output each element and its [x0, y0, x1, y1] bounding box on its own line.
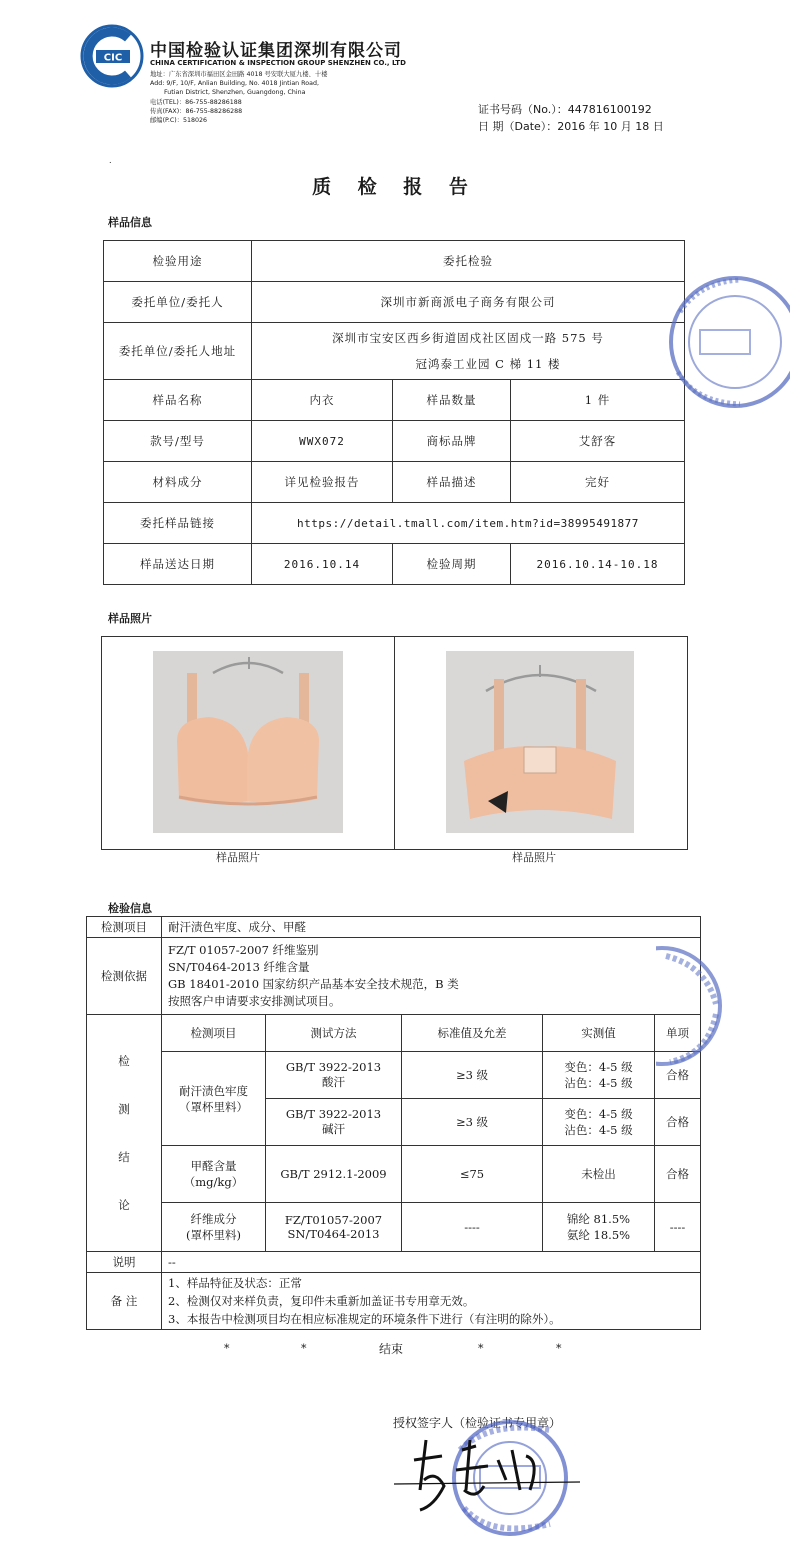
address-en-1: Add: 9/F, 10/F, Anlian Building, No. 4018 Jintian Road,	[150, 80, 319, 87]
inspection-stamp-icon	[660, 272, 790, 412]
cic-logo	[80, 24, 144, 88]
method-name: GB/T 3922-2013	[285, 1107, 382, 1121]
measured-value: 氨纶 18.5%	[566, 1228, 631, 1242]
address-label: 委托单位/委托人地址	[104, 323, 252, 380]
table-row	[87, 1252, 701, 1273]
material-label: 材料成分	[104, 462, 252, 503]
result-char: 检	[118, 1054, 130, 1068]
table-row	[104, 380, 685, 421]
photo-caption-1: 样品照片	[216, 851, 260, 864]
table-row	[104, 421, 685, 462]
result-char: 结	[118, 1150, 130, 1164]
purpose-label: 检验用途	[104, 241, 252, 282]
item-name: 耐汗渍色牢度	[179, 1083, 248, 1098]
measured-cell	[543, 1203, 655, 1252]
result-char: 测	[118, 1102, 130, 1116]
table-row	[104, 462, 685, 503]
method-cell	[266, 1099, 402, 1146]
measured-value: 变色：4-5 级	[564, 1060, 633, 1074]
bra-front-photo	[153, 651, 343, 833]
result-label	[87, 1015, 162, 1252]
end-text: 结束	[379, 1342, 404, 1356]
verdict-cell: 合格	[655, 1099, 701, 1146]
inspection-heading: 检验信息	[108, 902, 152, 915]
measured-value: 变色：4-5 级	[564, 1107, 633, 1121]
item-cell	[162, 1146, 266, 1203]
org-name-en: CHINA CERTIFICATION & INSPECTION GROUP SHENZHEN CO., LTD	[150, 59, 406, 67]
material-value: 详见检验报告	[252, 462, 393, 503]
sample-info-heading: 样品信息	[108, 216, 152, 229]
col-standard: 标准值及允差	[402, 1015, 543, 1052]
item-sub: (罩杯里料)	[186, 1228, 241, 1242]
address-value	[252, 323, 685, 380]
col-method: 测试方法	[266, 1015, 402, 1052]
col-measured: 实测值	[543, 1015, 655, 1052]
address-cn: 地址：广东省深圳市福田区金田路 4018 号安联大厦九楼、十楼	[150, 71, 328, 78]
logo-text: CIC	[103, 52, 123, 64]
basis-line: FZ/T 01057-2007 纤维鉴别	[168, 943, 319, 957]
table-row	[87, 917, 701, 938]
item-sub: （罩杯里料）	[179, 1099, 248, 1114]
standard-cell: ≥3 级	[402, 1099, 543, 1146]
item-name: 甲醛含量	[190, 1159, 237, 1173]
period-label: 检验周期	[393, 544, 511, 585]
table-row	[104, 323, 685, 380]
method-sub: 碱汗	[322, 1122, 345, 1136]
basis-line: SN/T0464-2013 纤维含量	[168, 960, 310, 974]
name-value: 内衣	[252, 380, 393, 421]
photos-heading: 样品照片	[108, 612, 152, 625]
verdict-cell: 合格	[655, 1052, 701, 1099]
items-label: 检测项目	[87, 917, 162, 938]
remark-line: 2、检测仅对来样负责，复印件未重新加盖证书专用章无效。	[168, 1294, 475, 1308]
sent-label: 样品送达日期	[104, 544, 252, 585]
bra-back-photo	[446, 651, 634, 833]
method-sub: SN/T0464-2013	[287, 1227, 380, 1241]
table-row	[87, 1273, 701, 1330]
client-label: 委托单位/委托人	[104, 282, 252, 323]
tel: 电话(TEL)：86-755-88286188	[150, 99, 242, 106]
table-row	[104, 544, 685, 585]
photos-frame	[101, 636, 688, 850]
cert-value: 447816100192	[567, 103, 652, 116]
method-name: GB/T 3922-2013	[285, 1060, 382, 1074]
result-char: 论	[118, 1198, 130, 1212]
report-date	[478, 118, 664, 134]
method-sub: 酸汗	[322, 1075, 345, 1089]
model-label: 款号/型号	[104, 421, 252, 462]
table-row	[104, 503, 685, 544]
certificate-number	[478, 101, 652, 117]
model-value: WWX072	[252, 421, 393, 462]
measured-value: 沾色：4-5 级	[564, 1076, 633, 1090]
standard-cell: ≥3 级	[402, 1052, 543, 1099]
table-row	[104, 282, 685, 323]
measured-cell	[543, 1052, 655, 1099]
page-title: 质 检 报 告	[312, 176, 478, 198]
measured-cell: 未检出	[543, 1146, 655, 1203]
explain-label: 说明	[87, 1252, 162, 1273]
basis-value	[162, 938, 701, 1015]
purpose-value: 委托检验	[252, 241, 685, 282]
end-mark: *	[478, 1342, 484, 1355]
verdict-cell: ----	[655, 1203, 701, 1252]
basis-label: 检测依据	[87, 938, 162, 1015]
verdict-cell: 合格	[655, 1146, 701, 1203]
remarks-value	[162, 1273, 701, 1330]
qty-value: 1 件	[511, 380, 685, 421]
method-cell	[266, 1203, 402, 1252]
date-label: 日 期（Date）：	[478, 120, 558, 133]
basis-line: 按照客户申请要求安排测试项目。	[168, 994, 341, 1008]
item-cell	[162, 1052, 266, 1146]
item-sub: （mg/kg）	[183, 1175, 244, 1189]
link-label: 委托样品链接	[104, 503, 252, 544]
inspection-stamp-icon	[656, 944, 726, 1074]
end-mark: *	[301, 1342, 307, 1355]
client-value: 深圳市新商派电子商务有限公司	[252, 282, 685, 323]
fax: 传真(FAX)：86-755-88286288	[150, 108, 243, 115]
explain-value: --	[162, 1252, 701, 1273]
sent-value: 2016.10.14	[252, 544, 393, 585]
measured-value: 锦纶 81.5%	[566, 1212, 631, 1226]
remarks-label: 备 注	[87, 1273, 162, 1330]
inspection-table	[86, 916, 701, 1330]
date-value: 2016 年 10 月 18 日	[557, 120, 664, 133]
end-mark: *	[224, 1342, 230, 1355]
signature-label: 授权签字人（检验证书专用章）	[393, 1416, 562, 1430]
photo-caption-2: 样品照片	[512, 851, 556, 864]
standard-cell: ≤75	[402, 1146, 543, 1203]
method-cell: GB/T 2912.1-2009	[266, 1146, 402, 1203]
signature-and-seal-icon	[380, 1420, 600, 1538]
table-row	[104, 241, 685, 282]
cert-label: 证书号码（No.）：	[478, 103, 568, 116]
photo-divider	[394, 637, 395, 849]
period-value: 2016.10.14-10.18	[511, 544, 685, 585]
remark-line: 1、样品特征及状态：正常	[168, 1276, 302, 1290]
dot-mark: .	[109, 156, 112, 165]
basis-line: GB 18401-2010 国家纺织产品基本安全技术规范，B 类	[168, 977, 459, 991]
org-name-cn: 中国检验认证集团深圳有限公司	[150, 41, 402, 61]
table-row	[87, 938, 701, 1015]
col-verdict: 单项	[655, 1015, 701, 1052]
name-label: 样品名称	[104, 380, 252, 421]
table-row	[87, 1052, 701, 1099]
postcode: 邮编(P.C)：518026	[150, 117, 208, 124]
address-line-2: 冠鸿泰工业园 C 梯 11 楼	[415, 357, 561, 371]
qty-label: 样品数量	[393, 380, 511, 421]
brand-value: 艾舒客	[511, 421, 685, 462]
items-value: 耐汗渍色牢度、成分、甲醛	[162, 917, 701, 938]
method-cell	[266, 1052, 402, 1099]
item-cell	[162, 1203, 266, 1252]
sample-info-table	[103, 240, 685, 585]
table-row	[87, 1203, 701, 1252]
measured-value: 沾色：4-5 级	[564, 1123, 633, 1137]
address-en-2: Futian District, Shenzhen, Guangdong, China	[164, 89, 306, 96]
method-name: FZ/T01057-2007	[284, 1213, 383, 1227]
desc-label: 样品描述	[393, 462, 511, 503]
address-line-1: 深圳市宝安区西乡街道固戍社区固戍一路 575 号	[332, 331, 604, 345]
item-name: 纤维成分	[190, 1212, 237, 1226]
measured-cell	[543, 1099, 655, 1146]
standard-cell: ----	[402, 1203, 543, 1252]
table-row	[87, 1015, 701, 1052]
end-mark: *	[556, 1342, 562, 1355]
link-value[interactable]: https://detail.tmall.com/item.htm?id=38995491877	[252, 503, 685, 544]
desc-value: 完好	[511, 462, 685, 503]
table-row	[87, 1146, 701, 1203]
remark-line: 3、本报告中检测项目均在相应标准规定的环境条件下进行（有注明的除外）。	[168, 1312, 561, 1326]
col-item: 检测项目	[162, 1015, 266, 1052]
brand-label: 商标品牌	[393, 421, 511, 462]
